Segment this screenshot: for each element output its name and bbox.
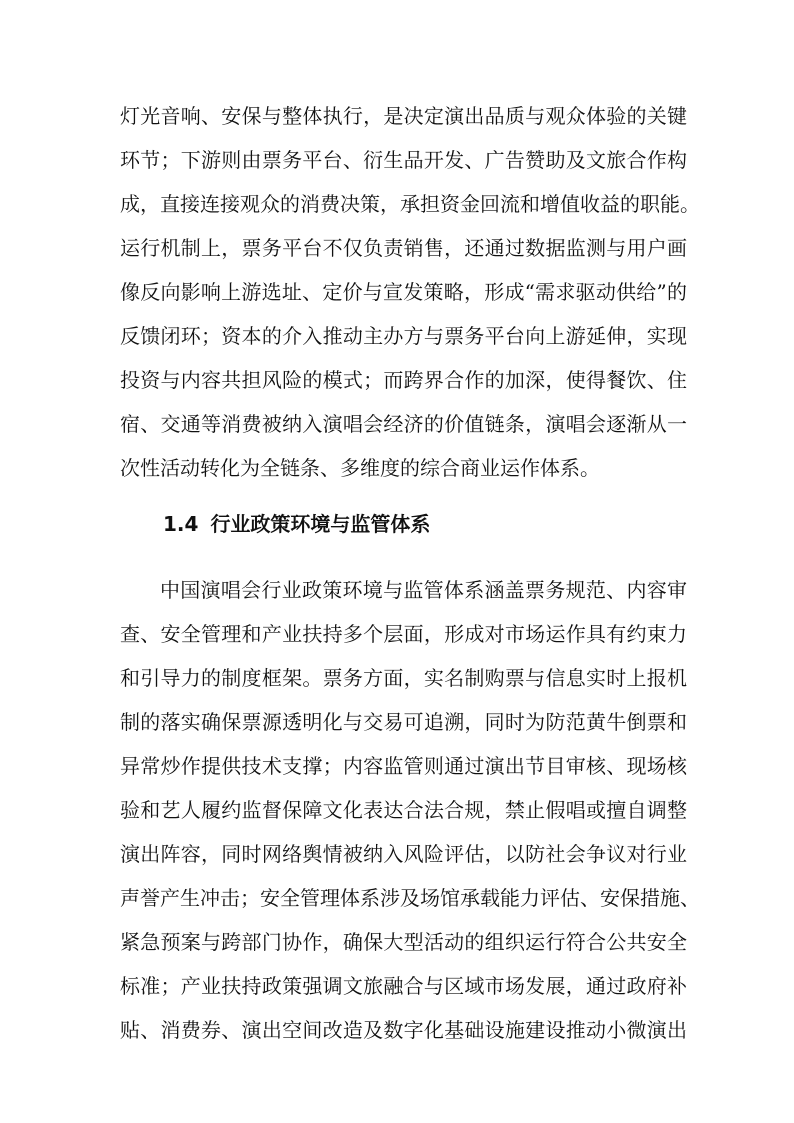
paragraph-line: 环节；下游则由票务平台、衍生品开发、广告赞助及文旅合作构 [120,148,687,172]
paragraph-line: 验和艺人履约监督保障文化表达合法合规，禁止假唱或擅自调整 [120,798,687,822]
section-title: 行业政策环境与监管体系 [210,512,431,536]
paragraph-line: 标准；产业扶持政策强调文旅融合与区域市场发展，通过政府补 [120,974,687,998]
paragraph-line: 成，直接连接观众的消费决策，承担资金回流和增值收益的职能。 [120,192,700,216]
paragraph-line: 异常炒作提供技术支撑；内容监管则通过演出节目审核、现场核 [120,754,687,778]
paragraph-line: 紧急预案与跨部门协作，确保大型活动的组织运行符合公共安全 [120,930,687,954]
paragraph-line: 中国演唱会行业政策环境与监管体系涵盖票务规范、内容审 [160,578,687,602]
section-heading [163,504,430,544]
paragraph-line: 制的落实确保票源透明化与交易可追溯，同时为防范黄牛倒票和 [120,710,687,734]
paragraph-line: 像反向影响上游选址、定价与宣发策略，形成“需求驱动供给”的 [120,280,687,304]
paragraph-line: 灯光音响、安保与整体执行，是决定演出品质与观众体验的关键 [120,104,687,128]
paragraph-line: 声誉产生冲击；安全管理体系涉及场馆承载能力评估、安保措施、 [120,886,700,910]
paragraph-line: 和引导力的制度框架。票务方面，实名制购票与信息实时上报机 [120,666,687,690]
paragraph-line: 宿、交通等消费被纳入演唱会经济的价值链条，演唱会逐渐从一 [120,412,687,436]
paragraph-line: 运行机制上，票务平台不仅负责销售，还通过数据监测与用户画 [120,236,687,260]
paragraph-line: 查、安全管理和产业扶持多个层面，形成对市场运作具有约束力 [120,622,687,646]
section-number: 1.4 [163,512,199,536]
paragraph-line: 投资与内容共担风险的模式；而跨界合作的加深，使得餐饮、住 [120,368,687,392]
paragraph-line: 次性活动转化为全链条、多维度的综合商业运作体系。 [120,456,600,480]
paragraph-line: 贴、消费券、演出空间改造及数字化基础设施建设推动小微演出 [120,1018,687,1042]
paragraph-line: 演出阵容，同时网络舆情被纳入风险评估，以防社会争议对行业 [120,842,687,866]
paragraph-line: 反馈闭环；资本的介入推动主办方与票务平台向上游延伸，实现 [120,324,687,348]
